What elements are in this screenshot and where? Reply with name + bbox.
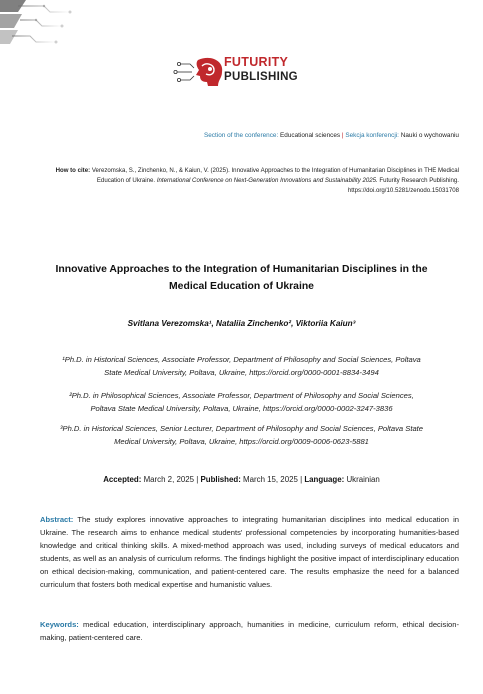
section-separator: |	[341, 132, 344, 139]
accepted-label: Accepted:	[103, 475, 142, 484]
logo-futurity: FUTURITY	[224, 55, 289, 69]
circuit-decoration-icon	[0, 0, 80, 60]
how-to-cite	[40, 166, 459, 195]
keywords-label: Keywords:	[40, 620, 79, 629]
affiliation-1: ¹Ph.D. in Historical Sciences, Associate Professor, Department of Philosophy and Social Sciences, Poltava State Medical University, Poltava, Ukraine, https://orcid.org/0000-0001-8834-3494	[62, 355, 421, 377]
author-list: Svitlana Verezomska¹, Nataliia Zinchenko², Viktoriia Kaiun³	[127, 319, 356, 328]
paper-title: Innovative Approaches to the Integration of Humanitarian Disciplines in the Medical Education of Ukraine	[55, 264, 428, 292]
keywords	[40, 619, 459, 645]
language-label: Language:	[304, 475, 345, 484]
abstract-text: The study explores innovative approaches to integrating humanitarian disciplines into medical education in Ukraine. The research aims to enhance medical students' professional competencies by incorporating humanities-based knowledge and critical thinking skills. A mixed-method approach was used, including surveys of medical educators and students, as well as an analysis of curriculum reforms. The findings highlight the positive impact of interdisciplinary education on ethical decision-making, communication, and patient-centered care. The results emphasize the need for a balanced curriculum that fosters both medical expertise and humanistic values.	[40, 515, 459, 589]
section-value-pl: Nauki o wychowaniu	[400, 132, 459, 139]
published-date: March 15, 2025	[243, 475, 298, 484]
section-label: Section of the conference:	[203, 132, 279, 139]
publication-dates	[40, 475, 443, 484]
dates-separator: |	[196, 475, 199, 484]
affiliation-2: ²Ph.D. in Philosophical Sciences, Associate Professor, Department of Philosophy and Social Sciences, Poltava State Medical University, Poltava, Ukraine, https://orcid.org/0000-0002-3247-3836	[69, 391, 414, 413]
cite-text: Verezomska, S., Zinchenko, N., & Kaiun, V. (2025). Innovative Approaches to the Integration of Humanitarian Disciplines in THE Medical Education of Ukraine.	[91, 167, 459, 184]
publisher-logo-text	[224, 56, 298, 83]
cite-venue: International Conference on Next-Generation Innovations and Sustainability 2025.	[156, 176, 378, 184]
language-value: Ukrainian	[346, 475, 380, 484]
published-label: Published:	[200, 475, 241, 484]
accepted-date: March 2, 2025	[143, 475, 195, 484]
logo-publishing: PUBLISHING	[224, 70, 298, 83]
section-value: Educational sciences	[280, 132, 341, 139]
affiliation-3: ³Ph.D. in Historical Sciences, Senior Lecturer, Department of Philosophy and Social Sciences, Poltava State Medical University, Poltava, Ukraine, https://orcid.org/0009-0006-0623-5881	[60, 424, 423, 446]
abstract	[40, 514, 459, 591]
dates-separator: |	[300, 475, 303, 484]
abstract-label: Abstract:	[40, 515, 74, 524]
cite-doi[interactable]: Futurity Research Publishing. https://doi.org/10.5281/zenodo.15031708	[347, 176, 459, 194]
keywords-text: medical education, interdisciplinary approach, humanities in medicine, curriculum reform, ethical decision-making, patient-centered care.	[40, 620, 459, 642]
cite-label: How to cite:	[55, 167, 91, 174]
section-label-pl: Sekcja konferencji:	[345, 132, 399, 139]
conference-section	[204, 132, 459, 139]
